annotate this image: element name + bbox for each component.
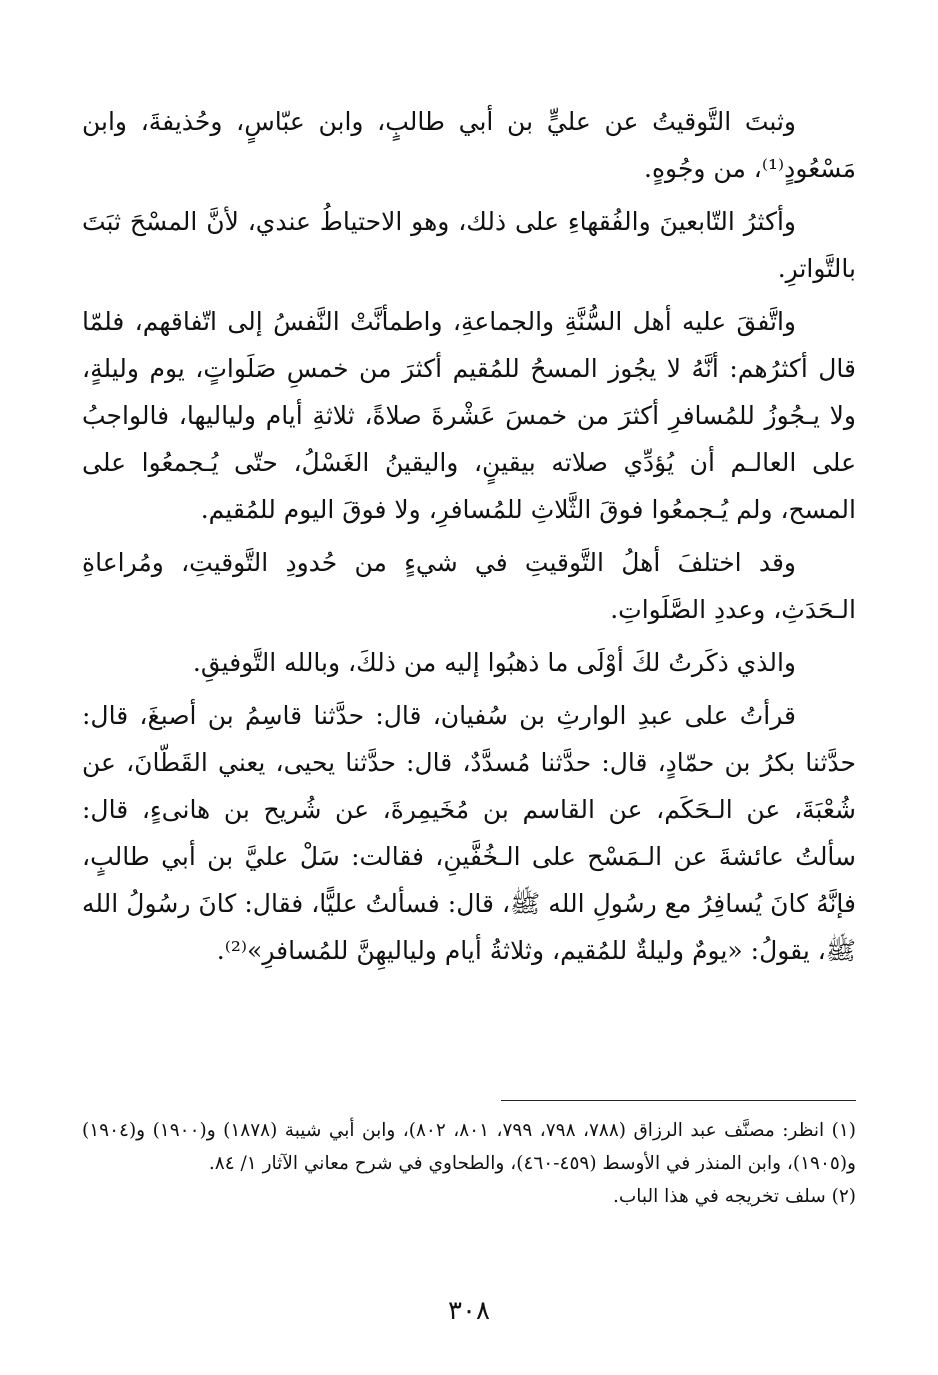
footnotes xyxy=(82,1114,856,1213)
footnote-2: (٢) سلف تخريجه في هذا الباب. xyxy=(612,1186,856,1207)
footnote-1: (١) انظر: مصنَّف عبد الرزاق (٧٨٨، ٧٩٨، ٧٩٩، ٨٠١، ٨٠٢)، وابن أبي شيبة (١٨٧٨) و(١٩٠٠) و(١٩٠٤) و(١٩٠٥)، وابن المنذر في الأوسط (٤٥٩-٤٦٠)، والطحاوي في شرح معاني الآثار ١/ ٨٤. xyxy=(82,1120,856,1174)
paragraph-4: وقد اختلفَ أهلُ التَّوقيتِ في شيءٍ من حُدودِ التَّوقيتِ، ومُراعاةِ الـحَدَثِ، وعددِ الصَّلَواتِ. xyxy=(82,548,856,624)
paragraph-1: وثبتَ التَّوقيتُ عن عليٍّ بن أبي طالبٍ، وابن عبّاسٍ، وحُذيفةَ، وابن مَسْعُودٍ⁽¹⁾، من وجُوهٍ. xyxy=(82,107,856,183)
footnote-separator xyxy=(501,1100,856,1101)
paragraph-2: وأكثرُ التّابعينَ والفُقهاءِ على ذلك، وهو الاحتياطُ عندي، لأنَّ المسْحَ ثبَتَ بالتَّواترِ. xyxy=(82,207,856,283)
page-number: ٣٠٨ xyxy=(448,1296,490,1326)
paragraph-5: والذي ذكَرتُ لكَ أوْلَى ما ذهبُوا إليه من ذلكَ، وبالله التَّوفيقِ. xyxy=(192,648,796,677)
main-text xyxy=(82,98,856,974)
paragraph-6: قرأتُ على عبدِ الوارثِ بن سُفيان، قال: حدَّثنا قاسِمُ بن أصبغَ، قال: حدَّثنا بكرُ بن حمّادٍ، قال: حدَّثنا مُسدَّدٌ، قال: حدَّثنا يحيى، يعني القَطّانَ، عن شُعْبَةَ، عن الـحَكَم، عن القاسم بن مُخَيمِرةَ، عن شُريح بن هانىءٍ، قال: سألتُ عائشةَ عن الـمَسْح على الـخُفَّينِ، فقالت: سَلْ عليَّ بن أبي طالبٍ، فإنَّهُ كانَ يُسافِرُ مع رسُولِ الله ﷺ، قال: فسألتُ عليًّا، فقال: كانَ رسُولُ الله ﷺ، يقولُ: «يومٌ وليلةٌ للمُقيم، وثلاثةُ أيام ولياليهِنَّ للمُسافرِ»⁽²⁾. xyxy=(82,701,856,965)
paragraph-3: واتَّفقَ عليه أهل السُّنَّةِ والجماعةِ، واطمأنَّتْ النَّفسُ إلى اتّفاقهم، فلمّا قال أكثرُهم: أنَّهُ لا يجُوز المسحُ للمُقيم أكثرَ من خمسِ صَلَواتٍ، يوم وليلةٍ، ولا يـجُوزُ للمُسافرِ أكثرَ من خمسَ عَشْرةَ صلاةً، ثلاثةِ أيام ولياليها، فالواجبُ على العالـم أن يُؤدِّي صلاته بيقينٍ، واليقينُ الغَسْلُ، حتّى يُـجمعُوا على المسح، ولم يُـجمعُوا فوقَ الثَّلاثِ للمُسافرِ، ولا فوقَ اليوم للمُقيم. xyxy=(82,307,856,524)
book-page xyxy=(82,98,856,1328)
